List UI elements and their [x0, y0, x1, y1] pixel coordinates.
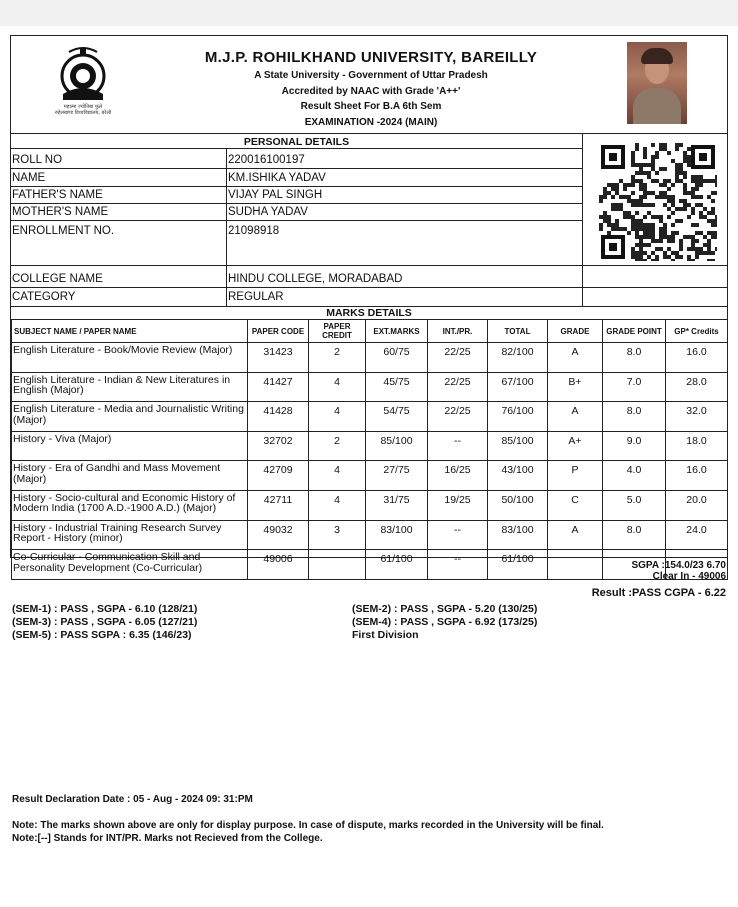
- cell-ext: 54/75: [366, 402, 428, 432]
- cell-subject: English Literature - Book/Movie Review (Major): [12, 343, 248, 373]
- cell-grade: A: [548, 402, 603, 432]
- marks-details-title: MARKS DETAILS: [326, 307, 412, 319]
- col-int-pr: INT./PR.: [428, 320, 488, 343]
- cell-credit: 2: [309, 431, 366, 461]
- clear-in: Clear In - 49006: [652, 571, 726, 582]
- header-line-1: A State University - Government of Uttar Pradesh: [254, 70, 488, 81]
- roll-label: ROLL NO: [12, 154, 63, 166]
- col-subject: SUBJECT NAME / PAPER NAME: [12, 320, 248, 343]
- header-line-2: Accredited by NAAC with Grade 'A++': [281, 85, 461, 97]
- name-value: KM.ISHIKA YADAV: [228, 172, 326, 184]
- category-value: REGULAR: [228, 291, 284, 303]
- col-paper-credit: PAPER CREDIT: [309, 320, 366, 343]
- enrollment-value: 21098918: [228, 225, 280, 237]
- cell-ext: 27/75: [366, 461, 428, 491]
- col-total: TOTAL: [488, 320, 548, 343]
- marks-table: [11, 319, 728, 580]
- table-row: [12, 520, 728, 550]
- category-label: CATEGORY: [12, 291, 76, 303]
- cell-ext: 83/100: [366, 520, 428, 550]
- cell-gp: 8.0: [603, 402, 666, 432]
- college-value: HINDU COLLEGE, MORADABAD: [228, 273, 403, 285]
- declaration-date: Result Declaration Date : 05 - Aug - 2024 09: 31:PM: [12, 794, 253, 805]
- cell-gpc: 16.0: [666, 343, 728, 373]
- cell-ext: 31/75: [366, 490, 428, 520]
- cell-code: 41427: [248, 372, 309, 402]
- sem-3-result: (SEM-3) : PASS , SGPA - 6.05 (127/21): [12, 616, 198, 628]
- table-row: [12, 550, 728, 580]
- cell-subject: History - Viva (Major): [12, 431, 248, 461]
- cell-gpc: 24.0: [666, 520, 728, 550]
- name-label: NAME: [12, 172, 46, 184]
- cell-code: 41428: [248, 402, 309, 432]
- header-line-3: Result Sheet For B.A 6th Sem: [300, 101, 442, 112]
- cell-subject: English Literature - Media and Journalistic Writing (Major): [12, 402, 248, 432]
- logo-caption: महात्मा ज्योतिबा फुले रुहेलखण्ड विश्वविद्यालय, बरेली: [54, 104, 112, 116]
- mother-value: SUDHA YADAV: [228, 206, 308, 218]
- cell-int: 22/25: [428, 372, 488, 402]
- cell-credit: 4: [309, 490, 366, 520]
- table-row: [12, 490, 728, 520]
- personal-details-title: PERSONAL DETAILS: [243, 136, 350, 148]
- cell-grade: C: [548, 490, 603, 520]
- father-value: VIJAY PAL SINGH: [228, 189, 323, 201]
- note-display-purpose: Note: The marks shown above are only for display purpose. In case of dispute, marks recorded in the University will be final.: [12, 820, 604, 831]
- cell-int: 22/25: [428, 343, 488, 373]
- sgpa-summary: SGPA :154.0/23 6.70: [631, 560, 726, 571]
- cell-code: 42709: [248, 461, 309, 491]
- cell-int: --: [428, 550, 488, 580]
- cell-total: 61/100: [488, 550, 548, 580]
- cell-gpc: 18.0: [666, 431, 728, 461]
- cell-grade: [548, 550, 603, 580]
- cell-gp: 5.0: [603, 490, 666, 520]
- university-name: M.J.P. ROHILKHAND UNIVERSITY, BAREILLY: [204, 49, 538, 66]
- sem-1-result: (SEM-1) : PASS , SGPA - 6.10 (128/21): [12, 603, 198, 615]
- marks-header-row: [12, 320, 728, 343]
- cell-subject: History - Era of Gandhi and Mass Movement (Major): [12, 461, 248, 491]
- col-gp-credits: GP* Credits: [666, 320, 728, 343]
- cell-total: 50/100: [488, 490, 548, 520]
- cell-subject: History - Industrial Training Research Survey Report - History (minor): [12, 520, 248, 550]
- table-row: [12, 343, 728, 373]
- cell-code: 49006: [248, 550, 309, 580]
- division: First Division: [352, 629, 419, 641]
- cell-int: 19/25: [428, 490, 488, 520]
- cell-total: 85/100: [488, 431, 548, 461]
- col-grade: GRADE: [548, 320, 603, 343]
- result-cgpa: Result :PASS CGPA - 6.22: [591, 587, 726, 599]
- mother-label: MOTHER'S NAME: [12, 206, 109, 218]
- cell-credit: [309, 550, 366, 580]
- cell-credit: 4: [309, 372, 366, 402]
- cell-gpc: 32.0: [666, 402, 728, 432]
- cell-gp: 8.0: [603, 343, 666, 373]
- cell-credit: 4: [309, 402, 366, 432]
- cell-subject: History - Socio-cultural and Economic History of Modern India (1700 A.D.-1900 A.D.) (Major): [12, 490, 248, 520]
- cell-grade: A+: [548, 431, 603, 461]
- cell-code: 32702: [248, 431, 309, 461]
- qr-code: [599, 143, 717, 261]
- cell-total: 82/100: [488, 343, 548, 373]
- col-paper-code: PAPER CODE: [248, 320, 309, 343]
- university-logo: [43, 42, 123, 124]
- table-row: [12, 461, 728, 491]
- cell-credit: 3: [309, 520, 366, 550]
- cell-total: 43/100: [488, 461, 548, 491]
- cell-ext: 61/100: [366, 550, 428, 580]
- sheet-header: [11, 36, 727, 134]
- cell-int: --: [428, 520, 488, 550]
- cell-gp: 7.0: [603, 372, 666, 402]
- cell-total: 83/100: [488, 520, 548, 550]
- enrollment-label: ENROLLMENT NO.: [12, 225, 115, 237]
- cell-total: 76/100: [488, 402, 548, 432]
- cell-credit: 4: [309, 461, 366, 491]
- table-row: [12, 372, 728, 402]
- cell-gpc: 28.0: [666, 372, 728, 402]
- cell-gpc: 16.0: [666, 461, 728, 491]
- cell-grade: A: [548, 343, 603, 373]
- student-photo: [627, 42, 687, 124]
- cell-subject: English Literature - Indian & New Literatures in English (Major): [12, 372, 248, 402]
- table-row: [12, 431, 728, 461]
- note-int-pr: Note:[--] Stands for INT/PR. Marks not Recieved from the College.: [12, 833, 323, 844]
- sem-5-result: (SEM-5) : PASS SGPA : 6.35 (146/23): [12, 629, 192, 641]
- header-line-4: EXAMINATION -2024 (MAIN): [304, 116, 438, 128]
- cell-gp: 4.0: [603, 461, 666, 491]
- cell-grade: A: [548, 520, 603, 550]
- cell-subject: Co-Curricular - Communication Skill and Personality Development (Co-Curricular): [12, 550, 248, 580]
- college-label: COLLEGE NAME: [12, 273, 103, 285]
- cell-code: 49032: [248, 520, 309, 550]
- col-ext-marks: EXT.MARKS: [366, 320, 428, 343]
- cell-code: 31423: [248, 343, 309, 373]
- cell-int: --: [428, 431, 488, 461]
- cell-grade: P: [548, 461, 603, 491]
- roll-value: 220016100197: [228, 154, 305, 166]
- cell-credit: 2: [309, 343, 366, 373]
- cell-int: 22/25: [428, 402, 488, 432]
- sem-2-result: (SEM-2) : PASS , SGPA - 5.20 (130/25): [352, 603, 538, 615]
- cell-grade: B+: [548, 372, 603, 402]
- cell-ext: 85/100: [366, 431, 428, 461]
- cell-gp: 8.0: [603, 520, 666, 550]
- top-bar: [0, 0, 738, 26]
- sem-4-result: (SEM-4) : PASS , SGPA - 6.92 (173/25): [352, 616, 538, 628]
- cell-ext: 45/75: [366, 372, 428, 402]
- table-row: [12, 402, 728, 432]
- col-grade-point: GRADE POINT: [603, 320, 666, 343]
- cell-total: 67/100: [488, 372, 548, 402]
- cell-gpc: 20.0: [666, 490, 728, 520]
- cell-int: 16/25: [428, 461, 488, 491]
- cell-code: 42711: [248, 490, 309, 520]
- cell-ext: 60/75: [366, 343, 428, 373]
- cell-gp: 9.0: [603, 431, 666, 461]
- father-label: FATHER'S NAME: [12, 189, 103, 201]
